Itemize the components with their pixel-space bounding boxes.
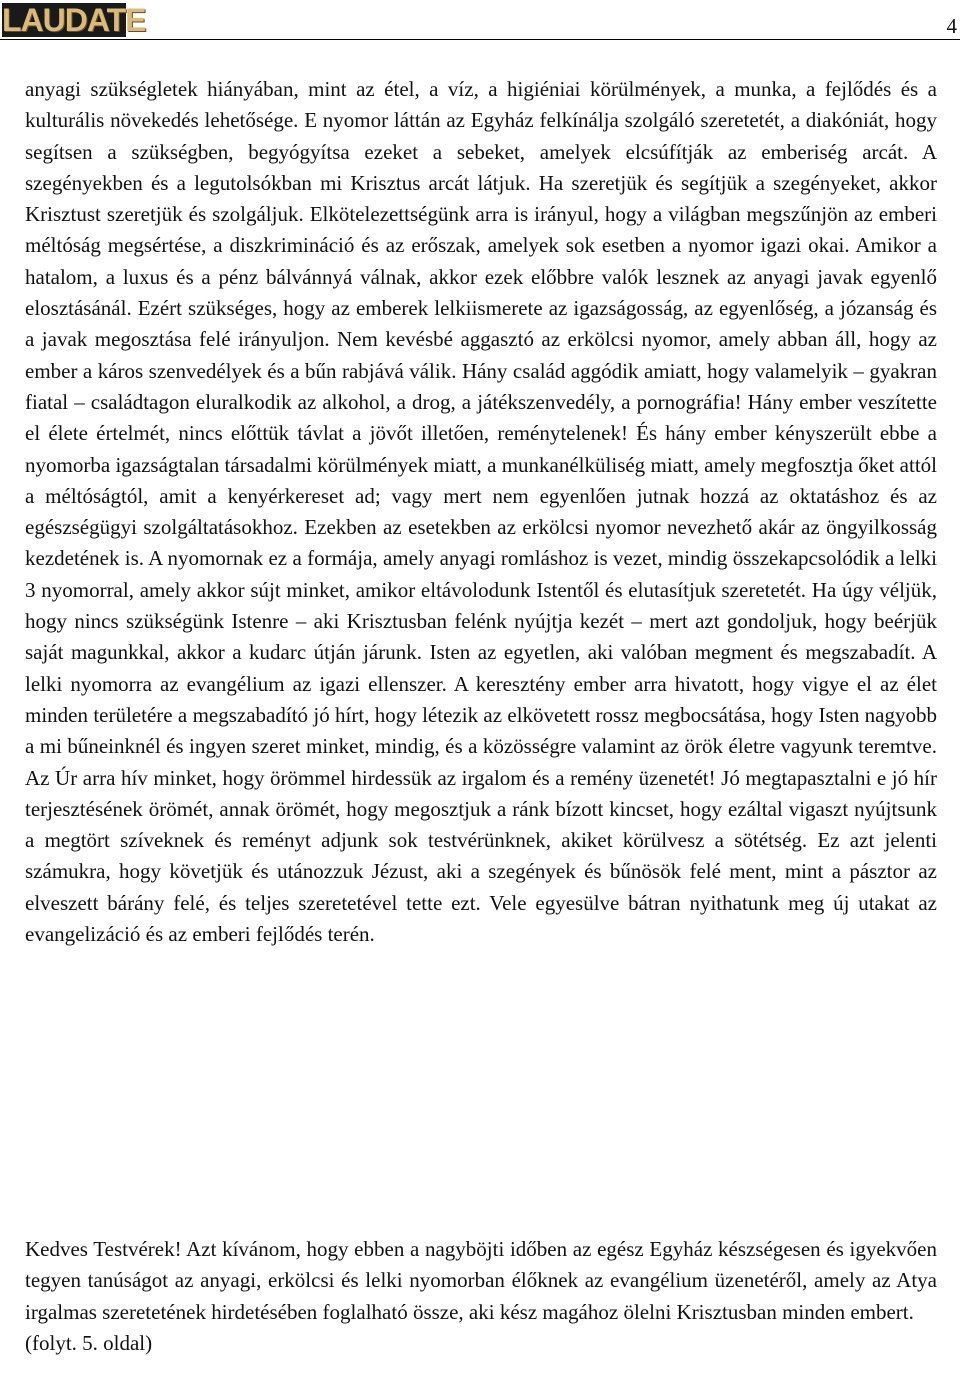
paragraph-main: anyagi szükségletek hiányában, mint az étel, a víz, a higiéniai körülmények, a munka, a fejlődés és a kulturális növekedés lehetősége. E nyomor láttán az Egyház felkínálja szolgáló szeretetét, a diakóniát, hogy segítsen a szükségben, begyógyítsa ezeket a sebeket, amelyek elcsúfítják az emberiség arcát. A szegényekben és a legutolsókban mi Krisztus arcát látjuk. Ha szeretjük és segítjük a szegényeket, akkor Krisztust szeretjük és szolgáljuk. Elkötelezettségünk arra is irányul, hogy a világban megszűnjön az emberi méltóság megsértése, a diszkrimináció és az erőszak, amelyek sok esetben a nyomor igazi okai. Amikor a hatalom, a luxus és a pénz bálvánnyá válnak, akkor ezek előbbre valók lesznek az anyagi javak egyenlő elosztásánál. Ezért szükséges, hogy az emberek lelkiismerete az igazságosság, az egyenlőség, a józanság és a javak megosztása felé irányuljon. Nem kevésbé aggasztó az erkölcsi nyomor, amely abban áll, hogy az ember a káros szenvedélyek és a bűn rabjává válik. Hány család aggódik amiatt, hogy valamelyik – gyakran fiatal – családtagon eluralkodik az alkohol, a drog, a játékszenvedély, a pornográfia! Hány ember veszítette el élete értelmét, nincs előttük távlat a jövőt illetően, reménytelenek! És hány ember kényszerült ebbe a nyomorba igazságtalan társadalmi körülmények miatt, a munkanélküliség miatt, amely megfosztja őket attól a méltóságtól, amit a kenyérkereset ad; vagy mert nem egyenlően jutnak hozzá az oktatáshoz és az egészségügyi szolgáltatásokhoz. Ezekben az esetekben az erkölcsi nyomor nevezhető akár az öngyilkosság kezdetének is. A nyomornak ez a formája, amely anyagi romláshoz is vezet, mindig összekapcsolódik a lelki 3 nyomorral, amely akkor sújt minket, amikor eltávolodunk Istentől és elutasítjuk szeretetét. Ha úgy véljük, hogy nincs szükségünk Istenre – aki Krisztusban felénk nyújtja kezét – mert azt gondoljuk, hogy beérjük saját magunkkal, akkor a kudarc útján járunk. Isten az egyetlen, aki valóban megment és megszabadít. A lelki nyomorra az evangélium az igazi ellenszer. A keresztény ember arra hivatott, hogy vigye el az élet minden területére a megszabadító jó hírt, hogy létezik az elkövetett rossz megbocsátása, hogy Isten nagyobb a mi bűneinknél és ingyen szeret minket, mindig, és a közösségre valamint az örök életre vagyunk teremtve. Az Úr arra hív minket, hogy örömmel hirdessük az irgalom és a remény üzenetét! Jó megtapasztalni e jó hír terjesztésének örömét, annak örömét, hogy megosztjuk a ránk bízott kincset, hogy ezáltal vigaszt nyújtsunk a megtört szíveknek és reményt adjunk sok testvérünknek, akiket körülvesz a sötétség. Ez azt jelenti számukra, hogy követjük és utánozzuk Jézust, aki a szegények és bűnösök felé ment, mint a pásztor az elveszett bárány felé, és teljes szeretetével tette ezt. Vele egyesülve bátran nyithatunk meg új utakat az evangelizáció és az emberi fejlődés terén. — [25, 77, 937, 947]
page-header — [0, 0, 960, 44]
laudate-logo — [2, 2, 146, 38]
page-number: 4 — [946, 14, 957, 38]
logo-text: LAUDATE — [2, 2, 146, 38]
header-rule — [0, 39, 960, 40]
paragraph-closing: Kedves Testvérek! Azt kívánom, hogy ebben a nagyböjti időben az egész Egyház készségesen és igyekvően tegyen tanúságot az anyagi, erkölcsi és lelki nyomorban élőknek az evangélium üzenetéről, amely az Atya irgalmas szeretetének hirdetésében foglalható össze, aki kész magához ölelni Krisztusban minden embert. — [25, 1237, 937, 1324]
continuation-note: (folyt. 5. oldal) — [25, 1330, 153, 1355]
closing-section — [25, 1234, 937, 1359]
